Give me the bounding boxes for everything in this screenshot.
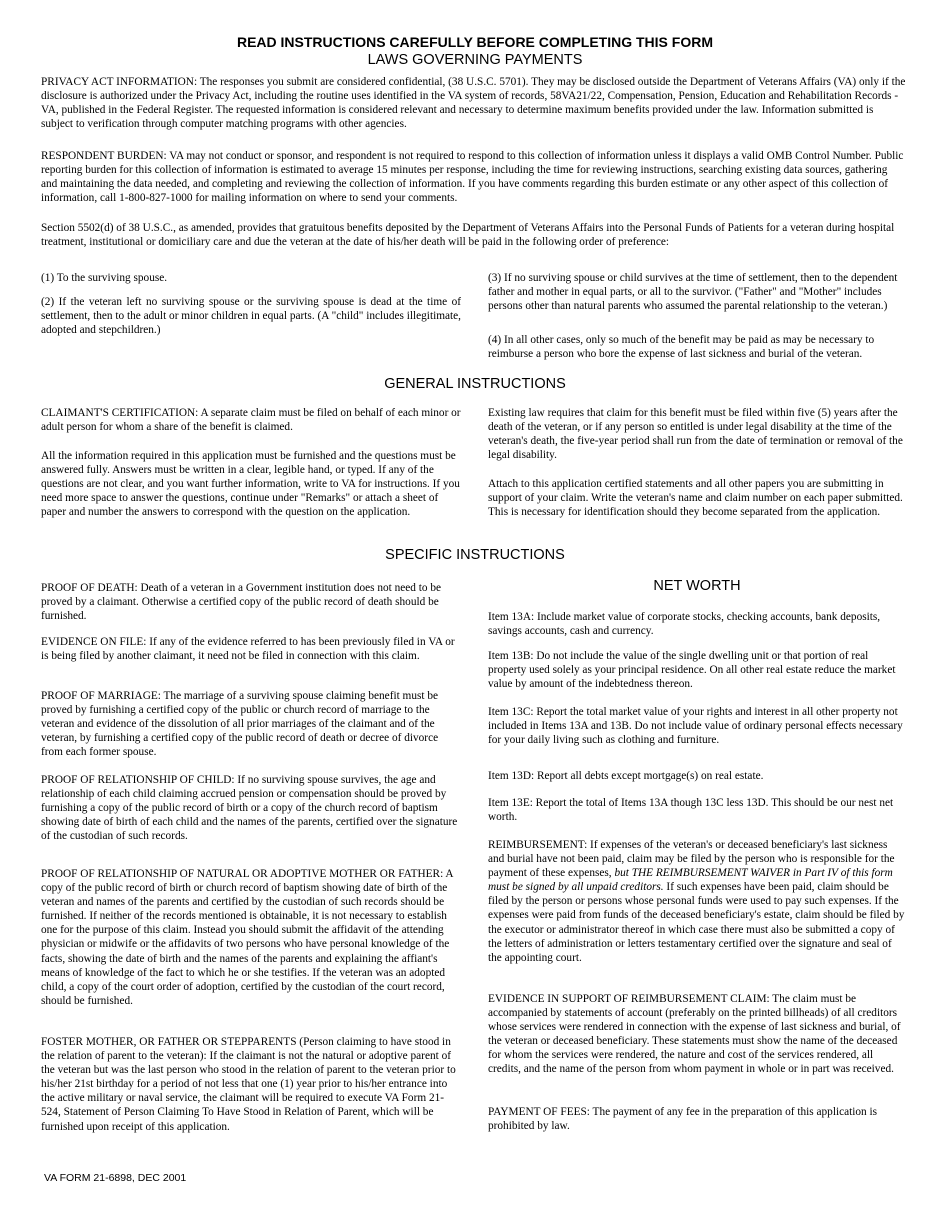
payment-of-fees-paragraph: PAYMENT OF FEES: The payment of any fee in the preparation of this application is prohibited by law.	[488, 1106, 878, 1133]
reimbursement-text-end: If such expenses have been paid, claim should be filed by the person or persons whose personal funds were used to pay such expenses. If the expenses were paid from funds of the deceased beneficiary's estate, claim should be filed by the executor or administrator thereof in which case there must also be submitted a copy of the letters of administration or letters testamentary certified over the signature and seal of the appointing court.	[488, 881, 905, 964]
proof-of-child-paragraph: PROOF OF RELATIONSHIP OF CHILD: If no surviving spouse survives, the age and relationship of each child claiming accrued pension or compensation should be proved by furnishing a copy of the public record of birth or a copy of the church record of baptism showing date of birth of each child and the names of the parents, certified over the signature of the custodian of such records.	[41, 774, 458, 843]
form-title: READ INSTRUCTIONS CAREFULLY BEFORE COMPLETING THIS FORM	[236, 34, 713, 50]
respondent-burden-paragraph: RESPONDENT BURDEN: VA may not conduct or sponsor, and respondent is not required to respond to this collection of information unless it displays a valid OMB Control Number. Public reporting burden for this collection of information is estimated to average 15 minutes per response, including the time for reviewing instructions, searching existing data sources, gathering and maintaining the data needed, and completing and reviewing the collection of information. If you have comments regarding this burden estimate or any other aspect of this collection of information, call 1-800-827-1000 for mailing information on where to send your comments.	[41, 150, 904, 205]
preference-order-2: (2) If the veteran left no surviving spouse or the surviving spouse is dead at the time of settlement, then to the adult or minor children in equal parts. (A "child" includes illegitimate, adopted and stepchildren.)	[41, 296, 461, 337]
general-instructions-heading: GENERAL INSTRUCTIONS	[384, 376, 566, 392]
item-13c-paragraph: Item 13C: Report the total market value of your rights and interest in all other property not included in Items 13A and 13B. Do not include value of ordinary personal effects necessary for your daily living such as clothing and furniture.	[488, 706, 903, 747]
specific-instructions-heading: SPECIFIC INSTRUCTIONS	[385, 547, 565, 563]
reimbursement-waiver-emphasis: but THE REIMBURSEMENT WAIVER in Part IV of this form must be signed by all unpaid creditors.	[488, 867, 893, 894]
existing-law-paragraph: Existing law requires that claim for this benefit must be filed within five (5) years after the death of the veteran, or if any person so entitled is under legal disability at the time of the veteran's death, the five-year period shall run from the date of termination or removal of the legal disability.	[488, 407, 903, 462]
attach-statements-paragraph: Attach to this application certified statements and all other papers you are submitting in support of your claim. Write the veteran's name and claim number on each paper submitted. This is necessary for identification should they become separated from the application.	[488, 478, 903, 519]
preference-order-4: (4) In all other cases, only so much of the benefit may be paid as may be necessary to reimburse a person who bore the expense of last sickness and burial of the veteran.	[488, 334, 875, 361]
preference-order-1: (1) To the surviving spouse.	[41, 272, 168, 284]
form-number-footer: VA FORM 21-6898, DEC 2001	[44, 1172, 187, 1184]
proof-of-marriage-paragraph: PROOF OF MARRIAGE: The marriage of a surviving spouse claiming benefit must be proved by furnishing a certified copy of the public or church record of marriage to the veteran and evidence of the dissolution of all prior marriages of the claimant and of the veteran, by furnishing a certified copy of the public record of death or decree of divorce from each former spouse.	[41, 690, 439, 759]
reimbursement-paragraph	[488, 838, 906, 965]
claimant-certification-paragraph: CLAIMANT'S CERTIFICATION: A separate claim must be filed on behalf of each minor or adult person for whom a share of the benefit is claimed.	[41, 407, 461, 434]
laws-heading: LAWS GOVERNING PAYMENTS	[367, 52, 583, 68]
item-13a-paragraph: Item 13A: Include market value of corporate stocks, checking accounts, bank deposits, savings accounts, cash and currency.	[488, 611, 881, 638]
section-5502-paragraph: Section 5502(d) of 38 U.S.C., as amended, provides that gratuitous benefits deposited by the Department of Veterans Affairs into the Personal Funds of Patients for a veteran during hospital treatment, institutional or domiciliary care and due the veteran at the date of his/her death will be paid in the following order of preference:	[41, 222, 895, 249]
net-worth-heading: NET WORTH	[653, 578, 741, 594]
preference-order-3: (3) If no surviving spouse or child survives at the time of settlement, then to the dependent father and mother in equal parts, or all to the survivor. ("Father" and "Mother" includes persons other than natural parents who assumed the parental relationship to the veteran.)	[488, 272, 898, 313]
foster-parent-paragraph: FOSTER MOTHER, OR FATHER OR STEPPARENTS (Person claiming to have stood in the relation of parent to the veteran): If the claimant is not the natural or adoptive parent of the veteran but was the last person who stood in the relation of parent to the veteran prior to his/her 21st birthday for a period of not less that one (1) year prior to his/her entrance into the active military or naval service, the claimant will be required to execute VA Form 21-524, Statement of Person Claiming To Have Stood in Relation of Parent, which will be furnished upon receipt of this application.	[41, 1036, 456, 1133]
proof-of-death-paragraph: PROOF OF DEATH: Death of a veteran in a Government institution does not need to be proved by a claimant. Otherwise a certified copy of the public record of death should be furnished.	[41, 582, 442, 623]
proof-of-parent-paragraph: PROOF OF RELATIONSHIP OF NATURAL OR ADOPTIVE MOTHER OR FATHER: A copy of the public record of birth or church record of baptism showing date of birth of the veteran and names of the parents and certified by the custodian of such records should be furnished. If neither of the records mentioned is obtainable, it is not necessary to establish one for the purpose of this claim. Instead you should submit the affidavit of the attending physician or midwife or the affidavits of two persons who have personal knowledge of the facts, showing the date of birth and the names of the parents and explaining the affiant's means of knowledge of the fact to which he or she testifies. If the veteran was an adopted child, a copy of the court order of adoption, certified by the custodian of the court record, should be furnished.	[41, 868, 453, 1007]
reimbursement-text-start: REIMBURSEMENT: If expenses of the veteran's or deceased beneficiary's last sickness and burial have not been paid, claim may be filed by the person who is responsible for the payment of these expenses,	[488, 839, 895, 880]
item-13d-paragraph: Item 13D: Report all debts except mortgage(s) on real estate.	[488, 770, 764, 782]
privacy-act-paragraph: PRIVACY ACT INFORMATION: The responses you submit are considered confidential, (38 U.S.C. 5701). They may be disclosed outside the Department of Veterans Affairs (VA) only if the disclosure is authorized under the Privacy Act, including the routine uses identified in the VA system of records, 58VA21/22, Compensation, Pension, Education and Rehabilitation Records - VA, published in the Federal Register. The requested information is considered relevant and necessary to determine maximum benefits provided under the law. Information submitted is subject to verification through computer matching programs with other agencies.	[41, 76, 906, 131]
evidence-on-file-paragraph: EVIDENCE ON FILE: If any of the evidence referred to has been previously filed in VA or is being filed by another claimant, it need not be filed in connection with this claim.	[41, 636, 455, 663]
information-required-paragraph: All the information required in this application must be furnished and the questions must be answered fully. Answers must be written in a clear, legible hand, or typed. If any of the questions are not clear, and you want further information, write to VA for instructions. If you need more space to answer the questions, continue under "Remarks" or attach a sheet of paper and number the answers to correspond with the question on the application.	[41, 450, 460, 519]
item-13e-paragraph: Item 13E: Report the total of Items 13A though 13C less 13D. This should be our nest net worth.	[488, 797, 894, 824]
item-13b-paragraph: Item 13B: Do not include the value of the single dwelling unit or that portion of real property used solely as your principal residence. On all other real estate reduce the market value by amount of the indebtedness thereon.	[488, 650, 896, 691]
evidence-reimbursement-paragraph: EVIDENCE IN SUPPORT OF REIMBURSEMENT CLAIM: The claim must be accompanied by statements of account (preferably on the printed billheads) of all creditors whose services were rendered in connection with the expense of last sickness and burial, of the veteran or deceased beneficiary. These statements must show the name of the deceased for whom the services were rendered, the nature and cost of the services rendered, all credits, and the name of the person from whom payment in whole or in part was received.	[488, 993, 901, 1076]
